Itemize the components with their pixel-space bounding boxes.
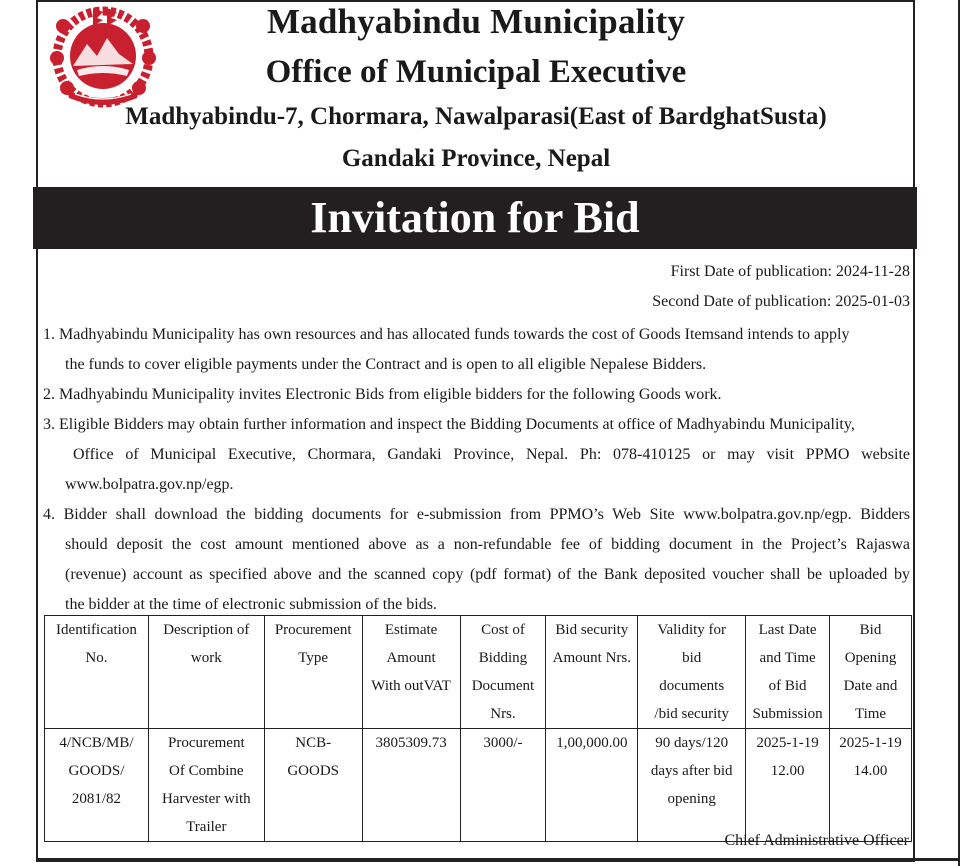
table-cell-line: 12.00: [770, 763, 805, 779]
table-cell-line: 4/NCB/MB/: [59, 735, 134, 751]
table-header-cell: [148, 616, 264, 729]
table-header-cell-line: Date and: [843, 678, 898, 694]
table-header-cell: [362, 616, 460, 729]
table-cell: [362, 729, 460, 842]
table-cell: [830, 729, 912, 842]
table-cell-line: 2081/82: [71, 791, 122, 807]
table-header-cell: [830, 616, 912, 729]
paragraph-2-line-1: 2. Madhyabindu Municipality invites Electronic Bids from eligible bidders for the following Goods work.: [43, 386, 722, 403]
table-header-cell-line: Submission: [752, 706, 823, 722]
table-header-cell-line: work: [190, 650, 222, 666]
table-cell-line: 14.00: [853, 763, 888, 779]
table-header-cell-line: Description of: [163, 622, 250, 638]
table-header-cell-line: Procurement: [274, 622, 352, 638]
table-header-cell: [460, 616, 546, 729]
table-header-cell-line: Cost of: [481, 622, 525, 638]
table-header-cell-line: Time: [854, 706, 887, 722]
paragraph-3-line-2: Office of Municipal Executive, Chormara, Gandaki Province, Nepal. Ph: 078-410125 or may visit PPMO website: [73, 446, 910, 463]
table-header-cell-line: No.: [85, 650, 108, 666]
page-edge-rule: [958, 0, 960, 866]
table-cell: [45, 729, 149, 842]
paragraph-1: [43, 320, 910, 380]
table-header-cell: [746, 616, 830, 729]
paragraph-4-line-4: the bidder at the time of electronic submission of the bids.: [65, 596, 437, 613]
first-publication-date: First Date of publication: 2024-11-28: [670, 263, 910, 280]
table-cell-line: Procurement: [167, 735, 245, 751]
table-cell: [460, 729, 546, 842]
table-cell: [148, 729, 264, 842]
table-cell-line: opening: [667, 791, 716, 807]
table-header-cell-line: Estimate: [384, 622, 438, 638]
table-header-cell-line: Identification: [56, 622, 137, 638]
page-bottom-rule: [36, 858, 960, 861]
paragraph-4-line-2: should deposit the cost amount mentioned above as a non-refundable fee of bidding document in the Project’s Rajaswa: [65, 536, 910, 553]
paragraph-4-line-1: 4. Bidder shall download the bidding documents for e-submission from PPMO’s Web Site www.bolpatra.gov.np/egp. Bidders: [43, 506, 910, 523]
table-header-cell-line: Validity for: [657, 622, 727, 638]
table-cell-line: GOODS/: [68, 763, 125, 779]
title-banner: [33, 187, 917, 249]
table-header-cell-line: /bid security: [654, 706, 729, 722]
table-cell: [546, 729, 638, 842]
table-header-cell-line: Bidding: [478, 650, 528, 666]
paragraph-3-line-1: 3. Eligible Bidders may obtain further information and inspect the Bidding Documents at office of Madhyabindu Municipality,: [43, 416, 855, 433]
table-header-cell-line: Nrs.: [490, 706, 516, 722]
table-cell: [746, 729, 830, 842]
municipality-name: Madhyabindu Municipality: [266, 2, 686, 41]
table-cell-line: Trailer: [186, 819, 227, 835]
paragraph-4-line-3: (revenue) account as specified above and the scanned copy (pdf format) of the Bank deposited voucher shall be uploaded by: [65, 566, 910, 583]
table-header-cell: [638, 616, 746, 729]
table-row: [45, 729, 912, 842]
table-cell-line: days after bid: [650, 763, 733, 779]
paragraph-2: [43, 380, 910, 410]
office-address: Madhyabindu-7, Chormara, Nawalparasi(East of BardghatSusta): [125, 103, 827, 130]
bid-table: [44, 615, 912, 842]
paragraph-3-line-3: www.bolpatra.gov.np/egp.: [65, 476, 234, 493]
table-cell-line: 2025-1-19: [839, 735, 902, 751]
paragraph-1-line-1: 1. Madhyabindu Municipality has own resources and has allocated funds towards the cost of Goods Itemsand intends to apply: [43, 326, 850, 343]
table-header-cell-line: of Bid: [768, 678, 807, 694]
second-publication-date: Second Date of publication: 2025-01-03: [652, 293, 910, 310]
table-cell-line: NCB-: [295, 735, 332, 751]
notice-title: Invitation for Bid: [310, 193, 640, 242]
table-header-cell-line: Last Date: [758, 622, 817, 638]
province-line: Gandaki Province, Nepal: [341, 145, 611, 172]
table-header-cell-line: Bid: [859, 622, 882, 638]
table-cell-line: 3000/-: [483, 735, 523, 751]
table-cell-line: 2025-1-19: [756, 735, 819, 751]
paragraph-3: [43, 410, 910, 500]
table-header-cell-line: and Time: [759, 650, 816, 666]
table-header-cell-line: Document: [471, 678, 535, 694]
signatory-title: Chief Administrative Officer: [724, 832, 909, 849]
table-header-cell: [546, 616, 638, 729]
table-cell-line: GOODS: [287, 763, 340, 779]
table-header-row: [45, 616, 912, 729]
table-header-cell: [264, 616, 362, 729]
table-cell-line: Of Combine: [169, 763, 244, 779]
paragraph-4: [43, 500, 910, 620]
table-cell-line: 3805309.73: [375, 735, 447, 751]
table-cell-line: 90 days/120: [655, 735, 729, 751]
paragraph-1-line-2: the funds to cover eligible payments under the Contract and is open to all eligible Nepalese Bidders.: [65, 356, 707, 373]
table-cell-line: 1,00,000.00: [556, 735, 628, 751]
table-header-cell-line: bid: [682, 650, 702, 666]
table-cell: [264, 729, 362, 842]
table-header-cell-line: With outVAT: [371, 678, 451, 694]
office-name: Office of Municipal Executive: [265, 54, 687, 90]
table-header-cell-line: Type: [298, 650, 329, 666]
table-header-cell: [45, 616, 149, 729]
table-header-cell-line: Amount: [386, 650, 436, 666]
table-header-cell-line: Amount Nrs.: [552, 650, 632, 666]
table-header-cell-line: documents: [659, 678, 725, 694]
table-cell: [638, 729, 746, 842]
table-header-cell-line: Opening: [844, 650, 897, 666]
table-cell-line: Harvester with: [161, 791, 251, 807]
table-header-cell-line: Bid security: [555, 622, 629, 638]
